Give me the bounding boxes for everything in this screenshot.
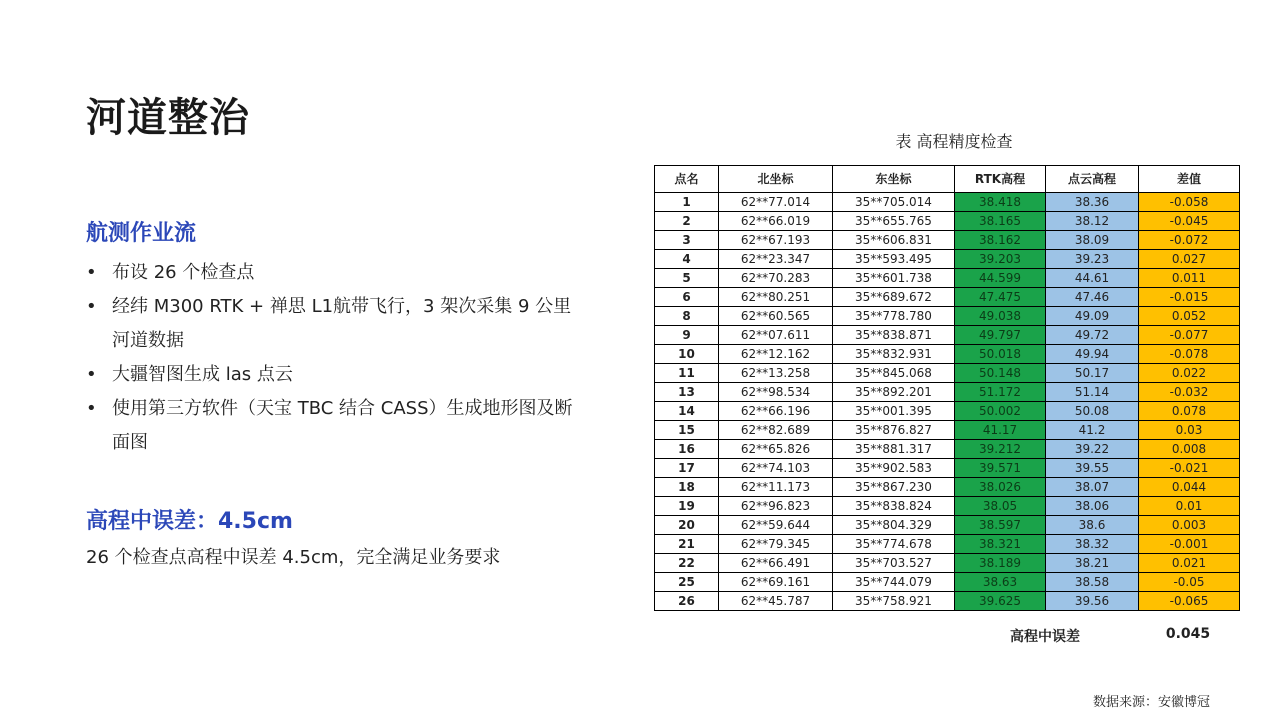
cell-rtk-elevation: 38.026 [955,478,1046,497]
cell-north-coord: 62**60.565 [719,307,833,326]
cell-cloud-elevation: 38.07 [1046,478,1139,497]
cell-cloud-elevation: 38.21 [1046,554,1139,573]
cell-point-name: 20 [655,516,719,535]
cell-east-coord: 35**876.827 [833,421,955,440]
table-row [655,478,1240,497]
cell-point-name: 19 [655,497,719,516]
cell-east-coord: 35**845.068 [833,364,955,383]
cell-north-coord: 62**66.019 [719,212,833,231]
table-row [655,516,1240,535]
cell-difference: -0.058 [1139,193,1240,212]
cell-east-coord: 35**001.395 [833,402,955,421]
cell-point-name: 6 [655,288,719,307]
cell-difference: -0.065 [1139,592,1240,611]
table-body [655,193,1240,611]
cell-east-coord: 35**705.014 [833,193,955,212]
bullet-item [86,290,586,358]
bullet-symbol: • [86,262,97,283]
cell-point-name: 16 [655,440,719,459]
bullet-symbol: • [86,364,97,385]
cell-point-name: 3 [655,231,719,250]
table-row [655,497,1240,516]
rmse-value: 0.045 [1165,626,1211,642]
header-rtk-elevation: RTK高程 [955,166,1046,193]
bullet-item [86,392,586,460]
table-row [655,554,1240,573]
cell-north-coord: 62**77.014 [719,193,833,212]
cell-point-name: 10 [655,345,719,364]
cell-rtk-elevation: 49.038 [955,307,1046,326]
cell-north-coord: 62**66.491 [719,554,833,573]
table-caption: 表 高程精度检查 [895,132,1013,151]
bullet-item [86,256,586,290]
table-row [655,231,1240,250]
error-heading: 高程中误差：4.5cm [86,509,293,534]
cell-rtk-elevation: 38.189 [955,554,1046,573]
cell-difference: -0.015 [1139,288,1240,307]
cell-cloud-elevation: 39.56 [1046,592,1139,611]
cell-rtk-elevation: 38.162 [955,231,1046,250]
cell-cloud-elevation: 38.12 [1046,212,1139,231]
cell-difference: 0.021 [1139,554,1240,573]
cell-difference: -0.001 [1139,535,1240,554]
cell-point-name: 13 [655,383,719,402]
cell-point-name: 25 [655,573,719,592]
cell-point-name: 8 [655,307,719,326]
cell-difference: 0.003 [1139,516,1240,535]
cell-east-coord: 35**601.738 [833,269,955,288]
header-point-name: 点名 [655,166,719,193]
bullet-symbol: • [86,398,97,419]
cell-cloud-elevation: 38.6 [1046,516,1139,535]
cell-difference: -0.045 [1139,212,1240,231]
cell-cloud-elevation: 50.08 [1046,402,1139,421]
cell-difference: -0.05 [1139,573,1240,592]
cell-cloud-elevation: 39.55 [1046,459,1139,478]
cell-cloud-elevation: 49.72 [1046,326,1139,345]
cell-difference: -0.077 [1139,326,1240,345]
cell-point-name: 15 [655,421,719,440]
cell-rtk-elevation: 49.797 [955,326,1046,345]
table-row [655,592,1240,611]
cell-east-coord: 35**838.871 [833,326,955,345]
cell-point-name: 1 [655,193,719,212]
table-row [655,573,1240,592]
cell-difference: 0.03 [1139,421,1240,440]
cell-difference: 0.044 [1139,478,1240,497]
cell-cloud-elevation: 39.23 [1046,250,1139,269]
cell-point-name: 5 [655,269,719,288]
table-row [655,193,1240,212]
table-row [655,288,1240,307]
cell-point-name: 14 [655,402,719,421]
table-row [655,459,1240,478]
cell-rtk-elevation: 39.212 [955,440,1046,459]
cell-rtk-elevation: 39.625 [955,592,1046,611]
table-row [655,402,1240,421]
table-row [655,212,1240,231]
bullet-text: 使用第三方软件（天宝 TBC 结合 CASS）生成地形图及断面图 [112,398,573,453]
table-row [655,326,1240,345]
cell-east-coord: 35**804.329 [833,516,955,535]
table-row [655,307,1240,326]
cell-rtk-elevation: 39.203 [955,250,1046,269]
cell-cloud-elevation: 49.09 [1046,307,1139,326]
cell-east-coord: 35**867.230 [833,478,955,497]
workflow-bullet-list [86,256,586,460]
cell-north-coord: 62**23.347 [719,250,833,269]
cell-point-name: 18 [655,478,719,497]
header-east-coord: 东坐标 [833,166,955,193]
cell-point-name: 9 [655,326,719,345]
workflow-heading: 航测作业流 [86,221,197,246]
cell-north-coord: 62**69.161 [719,573,833,592]
cell-cloud-elevation: 47.46 [1046,288,1139,307]
cell-cloud-elevation: 38.32 [1046,535,1139,554]
cell-cloud-elevation: 50.17 [1046,364,1139,383]
cell-north-coord: 62**79.345 [719,535,833,554]
table-row [655,421,1240,440]
cell-cloud-elevation: 49.94 [1046,345,1139,364]
cell-east-coord: 35**838.824 [833,497,955,516]
cell-rtk-elevation: 38.418 [955,193,1046,212]
table-row [655,440,1240,459]
cell-difference: -0.021 [1139,459,1240,478]
cell-difference: 0.078 [1139,402,1240,421]
cell-north-coord: 62**13.258 [719,364,833,383]
cell-north-coord: 62**66.196 [719,402,833,421]
cell-north-coord: 62**74.103 [719,459,833,478]
cell-rtk-elevation: 41.17 [955,421,1046,440]
cell-cloud-elevation: 38.09 [1046,231,1139,250]
cell-difference: 0.011 [1139,269,1240,288]
cell-rtk-elevation: 38.597 [955,516,1046,535]
cell-cloud-elevation: 38.58 [1046,573,1139,592]
data-source: 数据来源：安徽博冠 [1092,695,1210,710]
cell-difference: -0.032 [1139,383,1240,402]
cell-east-coord: 35**744.079 [833,573,955,592]
table-row [655,269,1240,288]
cell-north-coord: 62**96.823 [719,497,833,516]
cell-north-coord: 62**65.826 [719,440,833,459]
cell-rtk-elevation: 38.321 [955,535,1046,554]
cell-point-name: 2 [655,212,719,231]
cell-east-coord: 35**892.201 [833,383,955,402]
cell-cloud-elevation: 38.06 [1046,497,1139,516]
elevation-check-table [654,165,1240,611]
cell-east-coord: 35**758.921 [833,592,955,611]
cell-point-name: 17 [655,459,719,478]
summary-text: 26 个检查点高程中误差 4.5cm，完全满足业务要求 [86,547,501,568]
rmse-label: 高程中误差 [1010,629,1080,645]
cell-north-coord: 62**11.173 [719,478,833,497]
cell-north-coord: 62**70.283 [719,269,833,288]
cell-difference: 0.022 [1139,364,1240,383]
cell-point-name: 22 [655,554,719,573]
cell-difference: 0.01 [1139,497,1240,516]
table-row [655,383,1240,402]
cell-difference: -0.072 [1139,231,1240,250]
cell-east-coord: 35**703.527 [833,554,955,573]
cell-north-coord: 62**80.251 [719,288,833,307]
cell-cloud-elevation: 38.36 [1046,193,1139,212]
cell-point-name: 11 [655,364,719,383]
table-row [655,250,1240,269]
bullet-text: 布设 26 个检查点 [112,262,255,283]
cell-rtk-elevation: 44.599 [955,269,1046,288]
cell-rtk-elevation: 50.018 [955,345,1046,364]
cell-difference: 0.008 [1139,440,1240,459]
cell-north-coord: 62**59.644 [719,516,833,535]
bullet-text: 大疆智图生成 las 点云 [112,364,293,385]
cell-north-coord: 62**12.162 [719,345,833,364]
cell-cloud-elevation: 41.2 [1046,421,1139,440]
cell-east-coord: 35**902.583 [833,459,955,478]
header-cloud-elevation: 点云高程 [1046,166,1139,193]
cell-east-coord: 35**832.931 [833,345,955,364]
cell-north-coord: 62**07.611 [719,326,833,345]
cell-point-name: 21 [655,535,719,554]
table-row [655,345,1240,364]
cell-east-coord: 35**593.495 [833,250,955,269]
cell-difference: -0.078 [1139,345,1240,364]
cell-rtk-elevation: 38.165 [955,212,1046,231]
cell-rtk-elevation: 50.002 [955,402,1046,421]
cell-north-coord: 62**45.787 [719,592,833,611]
cell-difference: 0.052 [1139,307,1240,326]
cell-north-coord: 62**67.193 [719,231,833,250]
cell-rtk-elevation: 38.63 [955,573,1046,592]
cell-east-coord: 35**689.672 [833,288,955,307]
cell-cloud-elevation: 51.14 [1046,383,1139,402]
bullet-item [86,358,586,392]
cell-cloud-elevation: 39.22 [1046,440,1139,459]
cell-rtk-elevation: 39.571 [955,459,1046,478]
cell-point-name: 4 [655,250,719,269]
cell-east-coord: 35**778.780 [833,307,955,326]
cell-rtk-elevation: 50.148 [955,364,1046,383]
slide-title: 河道整治 [86,95,250,141]
cell-cloud-elevation: 44.61 [1046,269,1139,288]
table-header-row [655,166,1240,193]
cell-east-coord: 35**606.831 [833,231,955,250]
bullet-text: 经纬 M300 RTK + 禅思 L1航带飞行，3 架次采集 9 公里河道数据 [112,296,572,351]
cell-east-coord: 35**774.678 [833,535,955,554]
cell-north-coord: 62**98.534 [719,383,833,402]
cell-rtk-elevation: 47.475 [955,288,1046,307]
cell-rtk-elevation: 51.172 [955,383,1046,402]
header-north-coord: 北坐标 [719,166,833,193]
cell-north-coord: 62**82.689 [719,421,833,440]
cell-difference: 0.027 [1139,250,1240,269]
header-difference: 差值 [1139,166,1240,193]
table-row [655,364,1240,383]
cell-point-name: 26 [655,592,719,611]
table-row [655,535,1240,554]
bullet-symbol: • [86,296,97,317]
cell-east-coord: 35**655.765 [833,212,955,231]
cell-rtk-elevation: 38.05 [955,497,1046,516]
cell-east-coord: 35**881.317 [833,440,955,459]
